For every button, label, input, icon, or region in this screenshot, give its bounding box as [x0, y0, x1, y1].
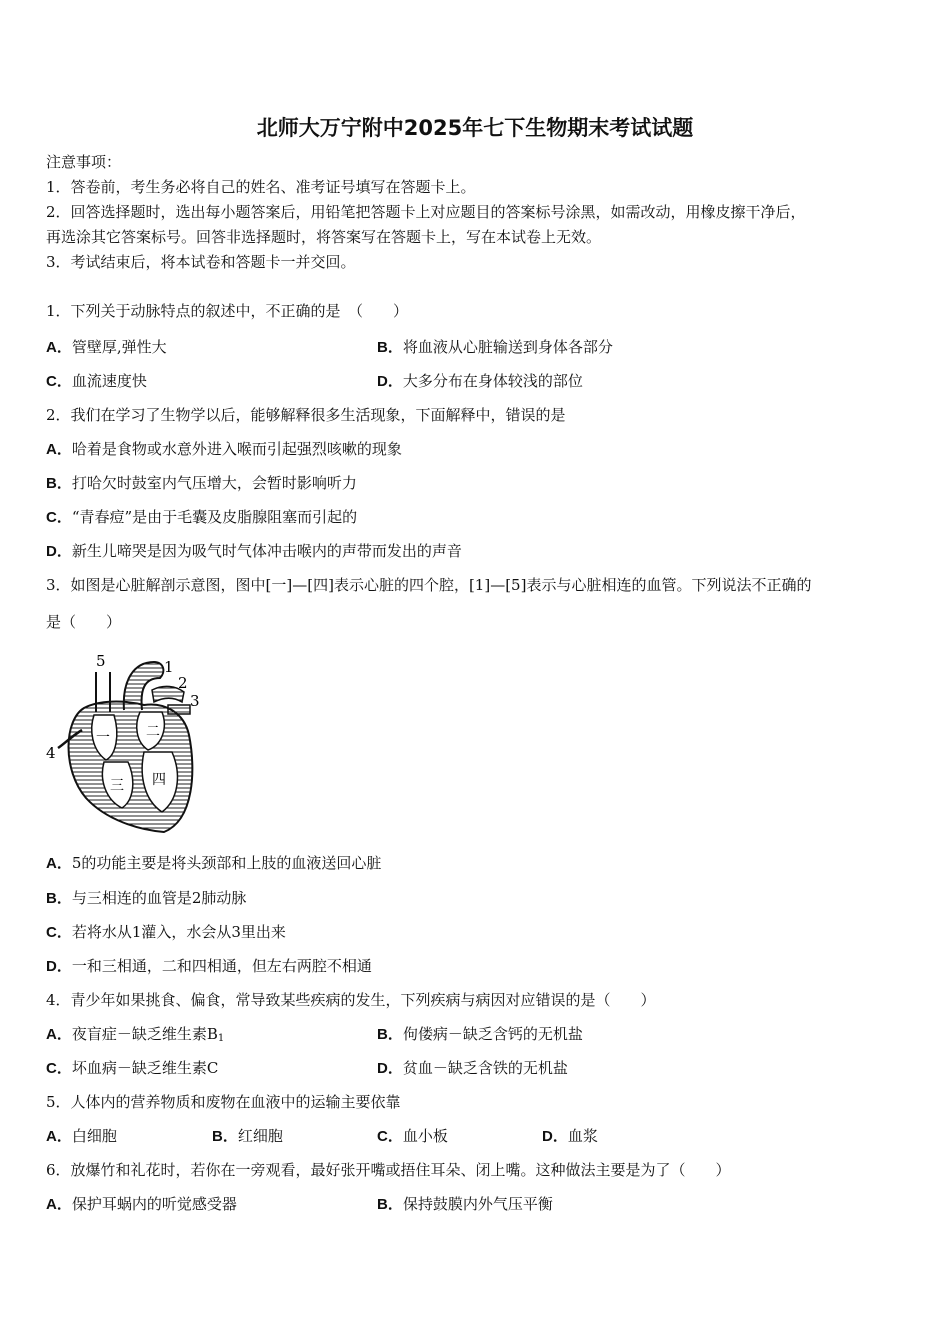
vessel-aorta: [124, 662, 164, 710]
option-letter: A．: [46, 1128, 72, 1145]
option-text: 血小板: [402, 1127, 448, 1145]
q5-option-a: [46, 1125, 117, 1148]
option-text: 血流速度快: [71, 372, 147, 390]
notice-item: 3．考试结束后，将本试卷和答题卡一并交回。: [46, 253, 356, 271]
page-title: 北师大万宁附中2025年七下生物期末考试试题: [256, 116, 694, 140]
option-letter: C．: [46, 509, 72, 526]
q5-option-c: [377, 1125, 448, 1148]
label-3: 3: [190, 692, 200, 710]
q1-option-c: [46, 370, 147, 393]
option-letter: D．: [377, 1060, 403, 1077]
label-chamber-1: 一: [96, 730, 110, 746]
q3-option-c: [46, 921, 286, 944]
option-text: 一和三相通，二和四相通，但左右两腔不相通: [71, 957, 372, 975]
option-text: 哈着是食物或水意外进入喉而引起强烈咳嗽的现象: [71, 440, 402, 458]
option-text: 白细胞: [71, 1127, 117, 1145]
q3-option-a: [46, 852, 381, 875]
option-letter: B．: [377, 1196, 403, 1213]
q5-option-b: [212, 1125, 283, 1148]
question-6-stem: 6．放爆竹和礼花时，若你在一旁观看，最好张开嘴或捂住耳朵、闭上嘴。这种做法主要是为了（ ）: [46, 1161, 731, 1179]
q4-option-d: [377, 1057, 568, 1080]
option-letter: D．: [377, 373, 403, 390]
option-letter: A．: [46, 339, 72, 356]
q1-option-a: [46, 336, 167, 359]
option-text: 打哈欠时鼓室内气压增大，会暂时影响听力: [71, 474, 357, 492]
option-letter: D．: [542, 1128, 568, 1145]
q2-option-d: [46, 540, 462, 563]
notice-item: 2．回答选择题时，选出每小题答案后，用铅笔把答题卡上对应题目的答案标号涂黑，如需改动，用橡皮擦干净后，: [46, 203, 806, 221]
label-1: 1: [164, 658, 174, 676]
label-4: 4: [46, 744, 56, 762]
option-letter: D．: [46, 543, 72, 560]
option-letter: C．: [46, 373, 72, 390]
label-5: 5: [96, 652, 106, 670]
option-text: 保护耳蜗内的听觉感受器: [71, 1195, 237, 1213]
option-text: “青春痘”是由于毛囊及皮脂腺阻塞而引起的: [71, 508, 358, 526]
option-letter: B．: [377, 1026, 403, 1043]
option-letter: A．: [46, 441, 72, 458]
question-4-stem: 4．青少年如果挑食、偏食，常导致某些疾病的发生，下列疾病与病因对应错误的是（ ）: [46, 991, 656, 1009]
option-letter: B．: [212, 1128, 238, 1145]
option-text: 坏血病－缺乏维生素C: [71, 1059, 219, 1077]
option-text: 红细胞: [237, 1127, 283, 1145]
option-text: 与三相连的血管是2肺动脉: [71, 889, 247, 907]
label-chamber-4: 四: [152, 772, 166, 788]
option-letter: A．: [46, 1026, 72, 1043]
option-letter: D．: [46, 958, 72, 975]
question-1-stem: 1．下列关于动脉特点的叙述中，不正确的是 （ ）: [46, 302, 409, 320]
option-text: 新生儿啼哭是因为吸气时气体冲击喉内的声带而发出的声音: [71, 542, 462, 560]
q4-option-a: [46, 1023, 224, 1050]
label-chamber-3: 三: [110, 778, 124, 794]
option-letter: B．: [46, 475, 72, 492]
q2-option-a: [46, 438, 402, 461]
notice-item: 再选涂其它答案标号。回答非选择题时，将答案写在答题卡上，写在本试卷上无效。: [46, 228, 602, 246]
option-text: 血浆: [567, 1127, 598, 1145]
option-letter: A．: [46, 855, 72, 872]
heart-diagram-svg: [44, 650, 214, 835]
option-letter: B．: [46, 890, 72, 907]
option-letter: C．: [46, 924, 72, 941]
option-text: 贫血－缺乏含铁的无机盐: [402, 1059, 568, 1077]
option-text: 夜盲症－缺乏维生素B: [71, 1025, 218, 1043]
question-2-stem: 2．我们在学习了生物学以后，能够解释很多生活现象，下面解释中，错误的是: [46, 406, 566, 424]
question-3-stem-cont: 是（ ）: [46, 613, 122, 631]
option-text: 保持鼓膜内外气压平衡: [402, 1195, 553, 1213]
option-letter: A．: [46, 1196, 72, 1213]
option-letter: B．: [377, 339, 403, 356]
option-text: 若将水从1灌入，水会从3里出来: [71, 923, 286, 941]
option-text: 大多分布在身体较浅的部位: [402, 372, 583, 390]
q5-option-d: [542, 1125, 598, 1148]
option-text: 管壁厚,弹性大: [71, 338, 167, 356]
option-letter: C．: [46, 1060, 72, 1077]
option-text: 将血液从心脏输送到身体各部分: [402, 338, 613, 356]
subscript: 1: [217, 1033, 225, 1044]
vessel-3: [168, 705, 190, 714]
q6-option-a: [46, 1193, 237, 1216]
q3-option-d: [46, 955, 372, 978]
q2-option-c: [46, 506, 357, 529]
option-text: 佝偻病－缺乏含钙的无机盐: [402, 1025, 583, 1043]
option-letter: C．: [377, 1128, 403, 1145]
q3-option-b: [46, 887, 246, 910]
notice-item: 1．答卷前，考生务必将自己的姓名、准考证号填写在答题卡上。: [46, 178, 476, 196]
q1-option-b: [377, 336, 613, 359]
notice-heading: 注意事项：: [46, 153, 122, 171]
q4-option-b: [377, 1023, 583, 1046]
option-text: 5的功能主要是将头颈部和上肢的血液送回心脏: [71, 854, 382, 872]
q1-option-d: [377, 370, 583, 393]
q6-option-b: [377, 1193, 553, 1216]
label-chamber-2: 二: [146, 724, 160, 740]
question-3-stem: 3．如图是心脏解剖示意图，图中[一]—[四]表示心脏的四个腔，[1]—[5]表示与心脏相连的血管。下列说法不正确的: [46, 576, 812, 594]
heart-diagram: [44, 650, 214, 835]
q2-option-b: [46, 472, 357, 495]
label-2: 2: [178, 674, 188, 692]
q4-option-c: [46, 1057, 218, 1080]
question-5-stem: 5．人体内的营养物质和废物在血液中的运输主要依靠: [46, 1093, 401, 1111]
